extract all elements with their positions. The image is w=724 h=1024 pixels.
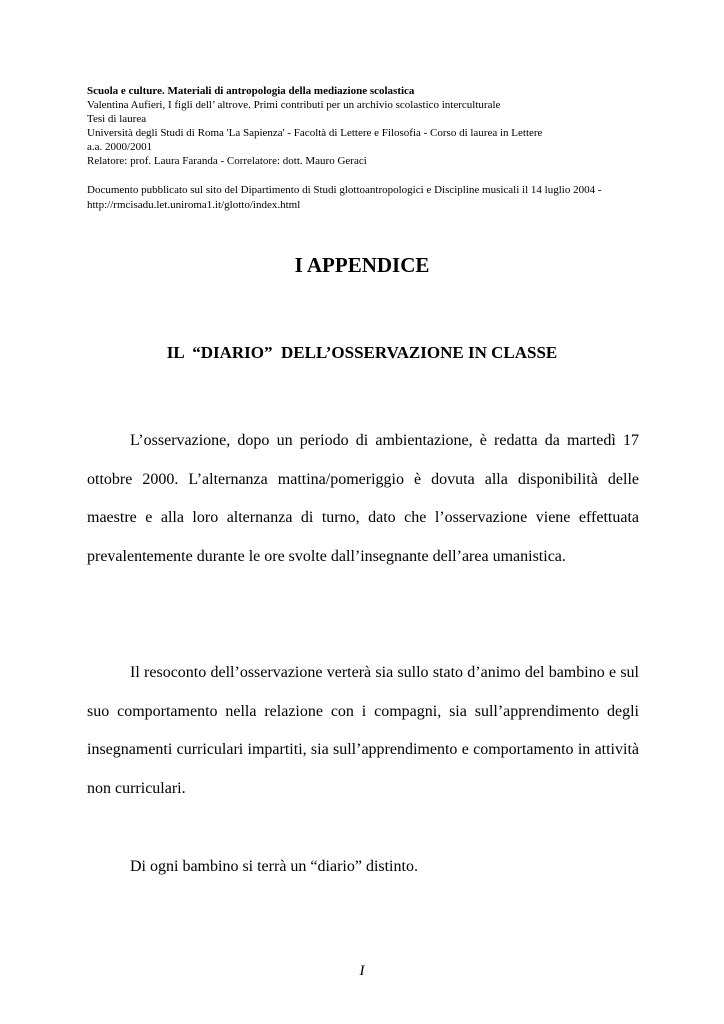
thesis-type: Tesi di laurea [87, 113, 147, 125]
body-paragraph-3: Di ogni bambino si terrà un “diario” distinto. [130, 858, 418, 875]
body-paragraph-1: L’osservazione, dopo un periodo di ambientazione, è redatta da martedì 17 ottobre 2000. L’alternanza mattina/pomeriggio è dovuta alla disponibilità delle maestre e alla loro alternanza di turno, dato che l’osservazione viene effettuata prevalentemente durante le ore svolte dall’insegnante dell’area umanistica. [87, 432, 639, 565]
author-and-work-title: Valentina Aufieri, I figli dell’ altrove. Primi contributi per un archivio scolastico interculturale [87, 99, 501, 111]
series-title: Scuola e culture. Materiali di antropologia della mediazione scolastica [87, 85, 415, 97]
body-paragraph-2: Il resoconto dell’osservazione verterà sia sullo stato d’animo del bambino e sul suo comportamento nella relazione con i compagni, sia sull’apprendimento degli insegnamenti curriculari impartiti, sia sull’apprendimento e comportamento in attività non curriculari. [87, 664, 639, 797]
page-title: I APPENDICE [294, 253, 430, 277]
page-number: I [359, 963, 365, 979]
document-header [87, 84, 647, 168]
section-heading: IL “DIARIO” DELL’OSSERVAZIONE IN CLASSE [166, 343, 558, 362]
university-info: Università degli Studi di Roma 'La Sapienza' - Facoltà di Lettere e Filosofia - Corso di laurea in Lettere [87, 127, 543, 139]
supervisors: Relatore: prof. Laura Faranda - Correlatore: dott. Mauro Geraci [87, 155, 367, 167]
academic-year: a.a. 2000/2001 [87, 141, 153, 153]
publication-notice: Documento pubblicato sul sito del Dipartimento di Studi glottoantropologici e Discipline musicali il 14 luglio 2004 - http://rmcisadu.let.uniroma1.it/glotto/index.html [87, 184, 602, 211]
